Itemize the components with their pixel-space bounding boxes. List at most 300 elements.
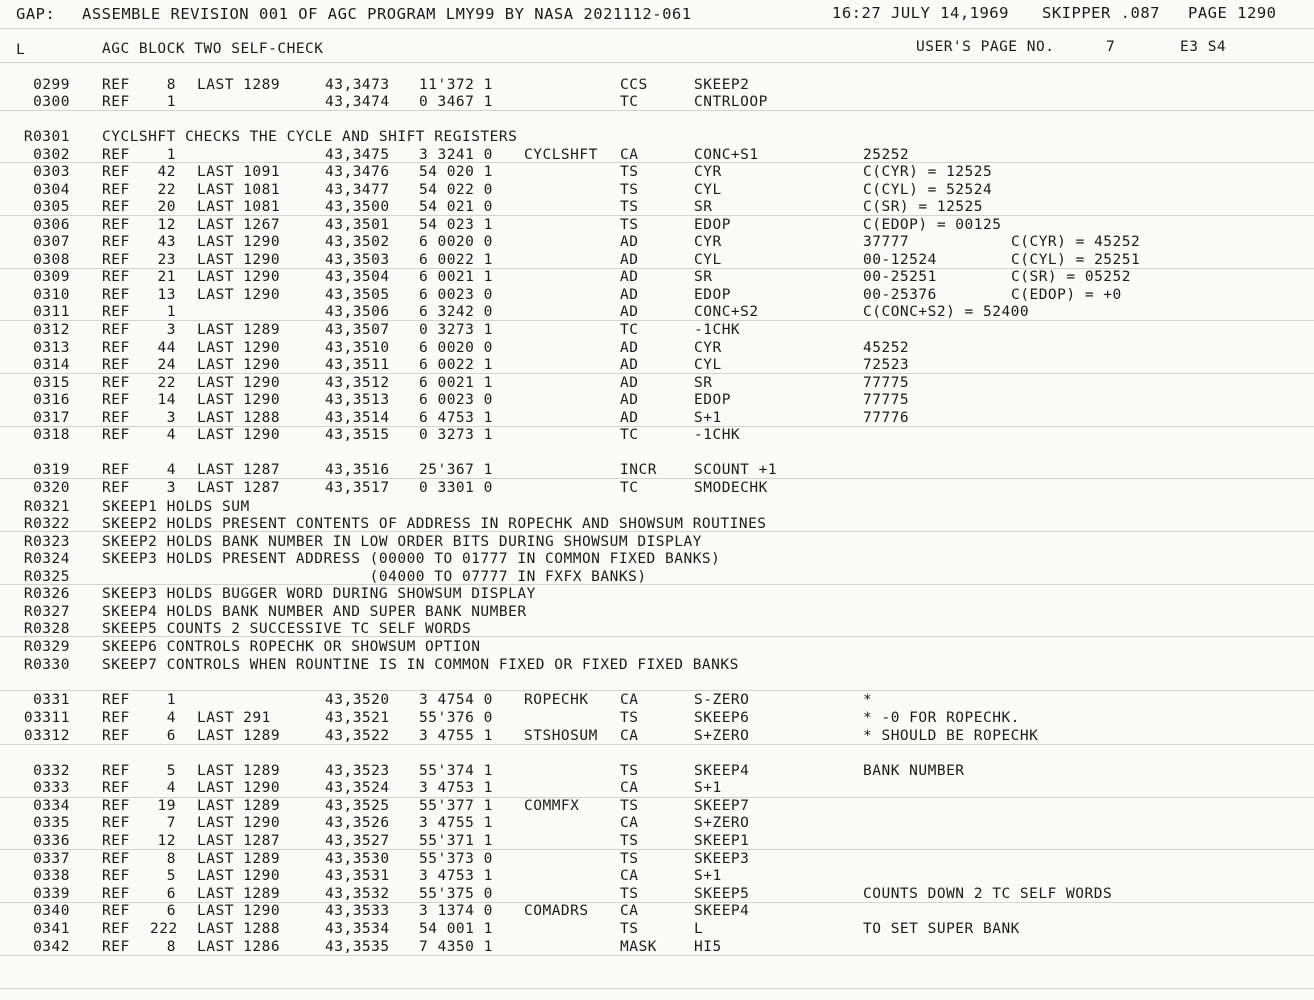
ref-column: REF bbox=[102, 480, 130, 496]
opcode: CA bbox=[620, 692, 639, 708]
ref-count: 4 bbox=[166, 462, 176, 478]
opcode: AD bbox=[620, 357, 639, 373]
remark-text: (04000 TO 07777 IN FXFX BANKS) bbox=[102, 569, 647, 585]
ref-column: REF bbox=[102, 252, 130, 268]
octal-word: 3 3241 0 bbox=[419, 147, 493, 163]
ref-column: REF bbox=[102, 199, 130, 215]
bank-address: 43,3475 bbox=[325, 147, 390, 163]
line-number: R0330 bbox=[23, 657, 70, 673]
comment: 77775 bbox=[863, 375, 910, 391]
remark-text: SKEEP5 COUNTS 2 SUCCESSIVE TC SELF WORDS bbox=[102, 621, 472, 637]
bank-address: 43,3516 bbox=[325, 462, 390, 478]
operand: S+ZERO bbox=[694, 815, 750, 831]
opcode: CA bbox=[620, 868, 639, 884]
line-number: 0310 bbox=[33, 287, 70, 303]
octal-word: 3 4753 1 bbox=[419, 780, 493, 796]
octal-word: 54 021 0 bbox=[419, 199, 493, 215]
ref-column: REF bbox=[102, 304, 130, 320]
last-reference: LAST 1289 bbox=[197, 763, 281, 779]
opcode: TS bbox=[620, 710, 639, 726]
header-title: ASSEMBLE REVISION 001 OF AGC PROGRAM LMY99 BY NASA 2021112-061 bbox=[82, 5, 692, 23]
comment-secondary: C(SR) = 05252 bbox=[1011, 269, 1131, 285]
ref-column: REF bbox=[102, 763, 130, 779]
operand: SKEEP5 bbox=[694, 886, 750, 902]
line-number: 0308 bbox=[33, 252, 70, 268]
opcode: INCR bbox=[620, 462, 657, 478]
ref-count: 4 bbox=[166, 710, 176, 726]
opcode: AD bbox=[620, 234, 639, 250]
last-reference: LAST 1288 bbox=[197, 410, 281, 426]
ref-count: 6 bbox=[166, 728, 176, 744]
bank-address: 43,3527 bbox=[325, 833, 390, 849]
opcode: AD bbox=[620, 269, 639, 285]
ref-column: REF bbox=[102, 780, 130, 796]
bank-address: 43,3504 bbox=[325, 269, 390, 285]
symbol-label: ROPECHK bbox=[524, 692, 589, 708]
subheader-section: AGC BLOCK TWO SELF-CHECK bbox=[102, 41, 324, 57]
comment: * SHOULD BE ROPECHK bbox=[863, 728, 1039, 744]
comment: 72523 bbox=[863, 357, 910, 373]
ruled-line bbox=[0, 320, 1314, 321]
octal-word: 0 3467 1 bbox=[419, 94, 493, 110]
line-number: 0304 bbox=[33, 182, 70, 198]
ref-column: REF bbox=[102, 851, 130, 867]
line-number: 0305 bbox=[33, 199, 70, 215]
opcode: TC bbox=[620, 322, 639, 338]
operand: CONC+S2 bbox=[694, 304, 759, 320]
bank-address: 43,3514 bbox=[325, 410, 390, 426]
octal-word: 0 3273 1 bbox=[419, 322, 493, 338]
last-reference: LAST 1288 bbox=[197, 921, 281, 937]
ref-column: REF bbox=[102, 287, 130, 303]
line-number: 0299 bbox=[33, 77, 70, 93]
last-reference: LAST 1290 bbox=[197, 427, 281, 443]
bank-address: 43,3477 bbox=[325, 182, 390, 198]
bank-address: 43,3523 bbox=[325, 763, 390, 779]
bank-address: 43,3502 bbox=[325, 234, 390, 250]
ref-column: REF bbox=[102, 833, 130, 849]
line-number: 0319 bbox=[33, 462, 70, 478]
opcode: MASK bbox=[620, 939, 657, 955]
last-reference: LAST 1289 bbox=[197, 322, 281, 338]
bank-address: 43,3532 bbox=[325, 886, 390, 902]
line-number: 0315 bbox=[33, 375, 70, 391]
operand: EDOP bbox=[694, 392, 731, 408]
bank-address: 43,3524 bbox=[325, 780, 390, 796]
ref-column: REF bbox=[102, 410, 130, 426]
last-reference: LAST 1267 bbox=[197, 217, 281, 233]
octal-word: 25'367 1 bbox=[419, 462, 493, 478]
line-number: 0342 bbox=[33, 939, 70, 955]
symbol-label: COMADRS bbox=[524, 903, 589, 919]
user-page-number: 7 bbox=[1106, 39, 1116, 55]
comment: 37777 bbox=[863, 234, 910, 250]
line-number: 0317 bbox=[33, 410, 70, 426]
octal-word: 6 0022 1 bbox=[419, 252, 493, 268]
ref-column: REF bbox=[102, 182, 130, 198]
comment: C(CYR) = 12525 bbox=[863, 164, 993, 180]
line-number: 0332 bbox=[33, 763, 70, 779]
line-number: 0312 bbox=[33, 322, 70, 338]
operand: -1CHK bbox=[694, 322, 741, 338]
operand: SKEEP6 bbox=[694, 710, 750, 726]
ref-count: 222 bbox=[150, 921, 178, 937]
last-reference: LAST 1290 bbox=[197, 815, 281, 831]
comment: * -0 FOR ROPECHK. bbox=[863, 710, 1020, 726]
octal-word: 3 1374 0 bbox=[419, 903, 493, 919]
bank-address: 43,3505 bbox=[325, 287, 390, 303]
ref-column: REF bbox=[102, 939, 130, 955]
operand: CYR bbox=[694, 340, 722, 356]
octal-word: 0 3301 0 bbox=[419, 480, 493, 496]
ruled-line bbox=[0, 110, 1314, 111]
line-number: R0325 bbox=[23, 569, 70, 585]
line-number: R0301 bbox=[23, 129, 70, 145]
ref-column: REF bbox=[102, 147, 130, 163]
ref-count: 1 bbox=[166, 304, 176, 320]
comment: 77776 bbox=[863, 410, 910, 426]
ref-count: 43 bbox=[157, 234, 176, 250]
operand: S+1 bbox=[694, 868, 722, 884]
ref-column: REF bbox=[102, 692, 130, 708]
ref-count: 24 bbox=[157, 357, 176, 373]
octal-word: 6 0021 1 bbox=[419, 375, 493, 391]
operand: SR bbox=[694, 269, 713, 285]
octal-word: 55'373 0 bbox=[419, 851, 493, 867]
ref-column: REF bbox=[102, 77, 130, 93]
octal-word: 55'371 1 bbox=[419, 833, 493, 849]
subheader-code: E3 S4 bbox=[1180, 39, 1227, 55]
bank-address: 43,3473 bbox=[325, 77, 390, 93]
ref-column: REF bbox=[102, 728, 130, 744]
symbol-label: STSHOSUM bbox=[524, 728, 598, 744]
remark-text: SKEEP7 CONTROLS WHEN ROUNTINE IS IN COMMON FIXED OR FIXED FIXED BANKS bbox=[102, 657, 739, 673]
ref-count: 6 bbox=[166, 903, 176, 919]
operand: HI5 bbox=[694, 939, 722, 955]
line-number: 0340 bbox=[33, 903, 70, 919]
octal-word: 6 0023 0 bbox=[419, 287, 493, 303]
opcode: CCS bbox=[620, 77, 648, 93]
octal-word: 6 0020 0 bbox=[419, 340, 493, 356]
last-reference: LAST 1289 bbox=[197, 851, 281, 867]
ref-column: REF bbox=[102, 921, 130, 937]
bank-address: 43,3510 bbox=[325, 340, 390, 356]
ref-count: 3 bbox=[166, 480, 176, 496]
bank-address: 43,3525 bbox=[325, 798, 390, 814]
line-number: R0326 bbox=[23, 586, 70, 602]
ref-count: 7 bbox=[166, 815, 176, 831]
comment: 00-25251 bbox=[863, 269, 937, 285]
ref-column: REF bbox=[102, 375, 130, 391]
opcode: TS bbox=[620, 217, 639, 233]
ruled-line bbox=[0, 62, 1314, 63]
ref-count: 20 bbox=[157, 199, 176, 215]
ref-column: REF bbox=[102, 886, 130, 902]
subheader-mark: L bbox=[16, 42, 26, 58]
ruled-line bbox=[0, 373, 1314, 374]
octal-word: 6 0021 1 bbox=[419, 269, 493, 285]
bank-address: 43,3530 bbox=[325, 851, 390, 867]
ref-count: 4 bbox=[166, 427, 176, 443]
opcode: TS bbox=[620, 182, 639, 198]
last-reference: LAST 1290 bbox=[197, 780, 281, 796]
comment: C(SR) = 12525 bbox=[863, 199, 983, 215]
remark-text: SKEEP1 HOLDS SUM bbox=[102, 499, 250, 515]
last-reference: LAST 1081 bbox=[197, 199, 281, 215]
bank-address: 43,3517 bbox=[325, 480, 390, 496]
last-reference: LAST 1290 bbox=[197, 340, 281, 356]
remark-text: SKEEP4 HOLDS BANK NUMBER AND SUPER BANK NUMBER bbox=[102, 604, 527, 620]
remark-text: SKEEP2 HOLDS BANK NUMBER IN LOW ORDER BITS DURING SHOWSUM DISPLAY bbox=[102, 534, 702, 550]
bank-address: 43,3512 bbox=[325, 375, 390, 391]
operand: SKEEP4 bbox=[694, 763, 750, 779]
octal-word: 54 023 1 bbox=[419, 217, 493, 233]
bank-address: 43,3521 bbox=[325, 710, 390, 726]
bank-address: 43,3506 bbox=[325, 304, 390, 320]
line-number: 0335 bbox=[33, 815, 70, 831]
line-number: 0320 bbox=[33, 480, 70, 496]
bank-address: 43,3507 bbox=[325, 322, 390, 338]
operand: CYL bbox=[694, 357, 722, 373]
octal-word: 6 0020 0 bbox=[419, 234, 493, 250]
ruled-line bbox=[0, 690, 1314, 691]
comment: COUNTS DOWN 2 TC SELF WORDS bbox=[863, 886, 1113, 902]
opcode: CA bbox=[620, 147, 639, 163]
octal-word: 55'374 1 bbox=[419, 763, 493, 779]
octal-word: 6 0022 1 bbox=[419, 357, 493, 373]
octal-word: 55'375 0 bbox=[419, 886, 493, 902]
line-number: R0322 bbox=[23, 516, 70, 532]
bank-address: 43,3500 bbox=[325, 199, 390, 215]
line-number: R0321 bbox=[23, 499, 70, 515]
line-number: 0311 bbox=[33, 304, 70, 320]
ruled-line bbox=[0, 744, 1314, 745]
last-reference: LAST 1091 bbox=[197, 164, 281, 180]
opcode: CA bbox=[620, 780, 639, 796]
operand: EDOP bbox=[694, 287, 731, 303]
line-number: 0314 bbox=[33, 357, 70, 373]
last-reference: LAST 291 bbox=[197, 710, 271, 726]
line-number: 0338 bbox=[33, 868, 70, 884]
remark-text: CYCLSHFT CHECKS THE CYCLE AND SHIFT REGISTERS bbox=[102, 129, 518, 145]
ref-count: 12 bbox=[157, 217, 176, 233]
operand: SR bbox=[694, 199, 713, 215]
line-number: R0324 bbox=[23, 551, 70, 567]
operand: SKEEP2 bbox=[694, 77, 750, 93]
line-number: 03311 bbox=[23, 710, 70, 726]
octal-word: 11'372 1 bbox=[419, 77, 493, 93]
opcode: CA bbox=[620, 728, 639, 744]
line-number: R0323 bbox=[23, 534, 70, 550]
ref-count: 3 bbox=[166, 410, 176, 426]
line-number: R0328 bbox=[23, 621, 70, 637]
line-number: 0333 bbox=[33, 780, 70, 796]
last-reference: LAST 1290 bbox=[197, 392, 281, 408]
last-reference: LAST 1290 bbox=[197, 357, 281, 373]
last-reference: LAST 1290 bbox=[197, 269, 281, 285]
ref-count: 44 bbox=[157, 340, 176, 356]
ref-count: 1 bbox=[166, 147, 176, 163]
bank-address: 43,3515 bbox=[325, 427, 390, 443]
comment-secondary: C(EDOP) = +0 bbox=[1011, 287, 1122, 303]
ref-column: REF bbox=[102, 815, 130, 831]
last-reference: LAST 1287 bbox=[197, 462, 281, 478]
operand: CYR bbox=[694, 164, 722, 180]
symbol-label: CYCLSHFT bbox=[524, 147, 598, 163]
opcode: AD bbox=[620, 375, 639, 391]
remark-text: SKEEP2 HOLDS PRESENT CONTENTS OF ADDRESS IN ROPECHK AND SHOWSUM ROUTINES bbox=[102, 516, 767, 532]
bank-address: 43,3522 bbox=[325, 728, 390, 744]
ruled-line bbox=[0, 28, 1314, 29]
header-operator: SKIPPER .087 bbox=[1042, 4, 1160, 22]
ref-count: 1 bbox=[166, 692, 176, 708]
bank-address: 43,3476 bbox=[325, 164, 390, 180]
last-reference: LAST 1290 bbox=[197, 868, 281, 884]
opcode: AD bbox=[620, 410, 639, 426]
ruled-line bbox=[0, 849, 1314, 850]
ref-column: REF bbox=[102, 269, 130, 285]
comment: * bbox=[863, 692, 873, 708]
line-number: R0329 bbox=[23, 639, 70, 655]
last-reference: LAST 1081 bbox=[197, 182, 281, 198]
line-number: 0300 bbox=[33, 94, 70, 110]
comment: 77775 bbox=[863, 392, 910, 408]
operand: SKEEP1 bbox=[694, 833, 750, 849]
octal-word: 55'377 1 bbox=[419, 798, 493, 814]
ref-column: REF bbox=[102, 340, 130, 356]
ref-column: REF bbox=[102, 217, 130, 233]
octal-word: 55'376 0 bbox=[419, 710, 493, 726]
last-reference: LAST 1289 bbox=[197, 798, 281, 814]
line-number: 0306 bbox=[33, 217, 70, 233]
remark-text: SKEEP3 HOLDS BUGGER WORD DURING SHOWSUM DISPLAY bbox=[102, 586, 536, 602]
ref-column: REF bbox=[102, 903, 130, 919]
header-timestamp: 16:27 JULY 14,1969 bbox=[832, 4, 1009, 22]
ref-column: REF bbox=[102, 234, 130, 250]
ruled-line bbox=[0, 162, 1314, 163]
line-number: 0336 bbox=[33, 833, 70, 849]
ruled-line bbox=[0, 478, 1314, 479]
octal-word: 7 4350 1 bbox=[419, 939, 493, 955]
ref-column: REF bbox=[102, 357, 130, 373]
bank-address: 43,3531 bbox=[325, 868, 390, 884]
bank-address: 43,3533 bbox=[325, 903, 390, 919]
opcode: TS bbox=[620, 886, 639, 902]
line-number: 0341 bbox=[33, 921, 70, 937]
octal-word: 3 4755 1 bbox=[419, 728, 493, 744]
opcode: AD bbox=[620, 304, 639, 320]
line-number: 0337 bbox=[33, 851, 70, 867]
line-number: 0318 bbox=[33, 427, 70, 443]
line-number: 0302 bbox=[33, 147, 70, 163]
ref-count: 3 bbox=[166, 322, 176, 338]
header-page: PAGE 1290 bbox=[1188, 4, 1277, 22]
line-number: 0331 bbox=[33, 692, 70, 708]
remark-text: SKEEP6 CONTROLS ROPECHK OR SHOWSUM OPTION bbox=[102, 639, 481, 655]
ref-count: 4 bbox=[166, 780, 176, 796]
last-reference: LAST 1290 bbox=[197, 375, 281, 391]
ruled-line bbox=[0, 988, 1314, 989]
bank-address: 43,3534 bbox=[325, 921, 390, 937]
last-reference: LAST 1290 bbox=[197, 234, 281, 250]
octal-word: 54 022 0 bbox=[419, 182, 493, 198]
ref-count: 5 bbox=[166, 868, 176, 884]
opcode: AD bbox=[620, 252, 639, 268]
ref-column: REF bbox=[102, 164, 130, 180]
line-number: 0307 bbox=[33, 234, 70, 250]
bank-address: 43,3503 bbox=[325, 252, 390, 268]
comment: BANK NUMBER bbox=[863, 763, 965, 779]
last-reference: LAST 1287 bbox=[197, 833, 281, 849]
opcode: CA bbox=[620, 815, 639, 831]
operand: SKEEP3 bbox=[694, 851, 750, 867]
ref-count: 22 bbox=[157, 182, 176, 198]
ref-count: 42 bbox=[157, 164, 176, 180]
octal-word: 0 3273 1 bbox=[419, 427, 493, 443]
operand: S+1 bbox=[694, 410, 722, 426]
operand: CONC+S1 bbox=[694, 147, 759, 163]
opcode: TS bbox=[620, 199, 639, 215]
opcode: TC bbox=[620, 427, 639, 443]
operand: CYL bbox=[694, 182, 722, 198]
operand: -1CHK bbox=[694, 427, 741, 443]
comment: 25252 bbox=[863, 147, 910, 163]
opcode: AD bbox=[620, 287, 639, 303]
last-reference: LAST 1289 bbox=[197, 77, 281, 93]
comment: 45252 bbox=[863, 340, 910, 356]
bank-address: 43,3474 bbox=[325, 94, 390, 110]
opcode: TS bbox=[620, 763, 639, 779]
ref-count: 19 bbox=[157, 798, 176, 814]
ref-column: REF bbox=[102, 462, 130, 478]
ref-column: REF bbox=[102, 710, 130, 726]
ref-count: 13 bbox=[157, 287, 176, 303]
last-reference: LAST 1290 bbox=[197, 903, 281, 919]
opcode: TS bbox=[620, 798, 639, 814]
octal-word: 3 4754 0 bbox=[419, 692, 493, 708]
line-number: 03312 bbox=[23, 728, 70, 744]
user-page-label: USER'S PAGE NO. bbox=[916, 39, 1055, 55]
comment: C(CONC+S2) = 52400 bbox=[863, 304, 1030, 320]
line-number: 0313 bbox=[33, 340, 70, 356]
ref-count: 5 bbox=[166, 763, 176, 779]
comment-secondary: C(CYR) = 45252 bbox=[1011, 234, 1141, 250]
ref-column: REF bbox=[102, 94, 130, 110]
octal-word: 54 020 1 bbox=[419, 164, 493, 180]
ref-count: 23 bbox=[157, 252, 176, 268]
opcode: TC bbox=[620, 94, 639, 110]
operand: CNTRLOOP bbox=[694, 94, 768, 110]
ref-count: 6 bbox=[166, 886, 176, 902]
operand: SR bbox=[694, 375, 713, 391]
opcode: AD bbox=[620, 392, 639, 408]
last-reference: LAST 1290 bbox=[197, 252, 281, 268]
ref-count: 1 bbox=[166, 94, 176, 110]
line-number: 0334 bbox=[33, 798, 70, 814]
comment: 00-12524 bbox=[863, 252, 937, 268]
comment: TO SET SUPER BANK bbox=[863, 921, 1020, 937]
remark-text: SKEEP3 HOLDS PRESENT ADDRESS (00000 TO 01777 IN COMMON FIXED BANKS) bbox=[102, 551, 721, 567]
line-number: 0339 bbox=[33, 886, 70, 902]
opcode: CA bbox=[620, 903, 639, 919]
ref-column: REF bbox=[102, 392, 130, 408]
header-prefix: GAP: bbox=[16, 5, 56, 23]
ref-count: 21 bbox=[157, 269, 176, 285]
ref-count: 8 bbox=[166, 851, 176, 867]
ref-count: 22 bbox=[157, 375, 176, 391]
ruled-line bbox=[0, 215, 1314, 216]
bank-address: 43,3535 bbox=[325, 939, 390, 955]
